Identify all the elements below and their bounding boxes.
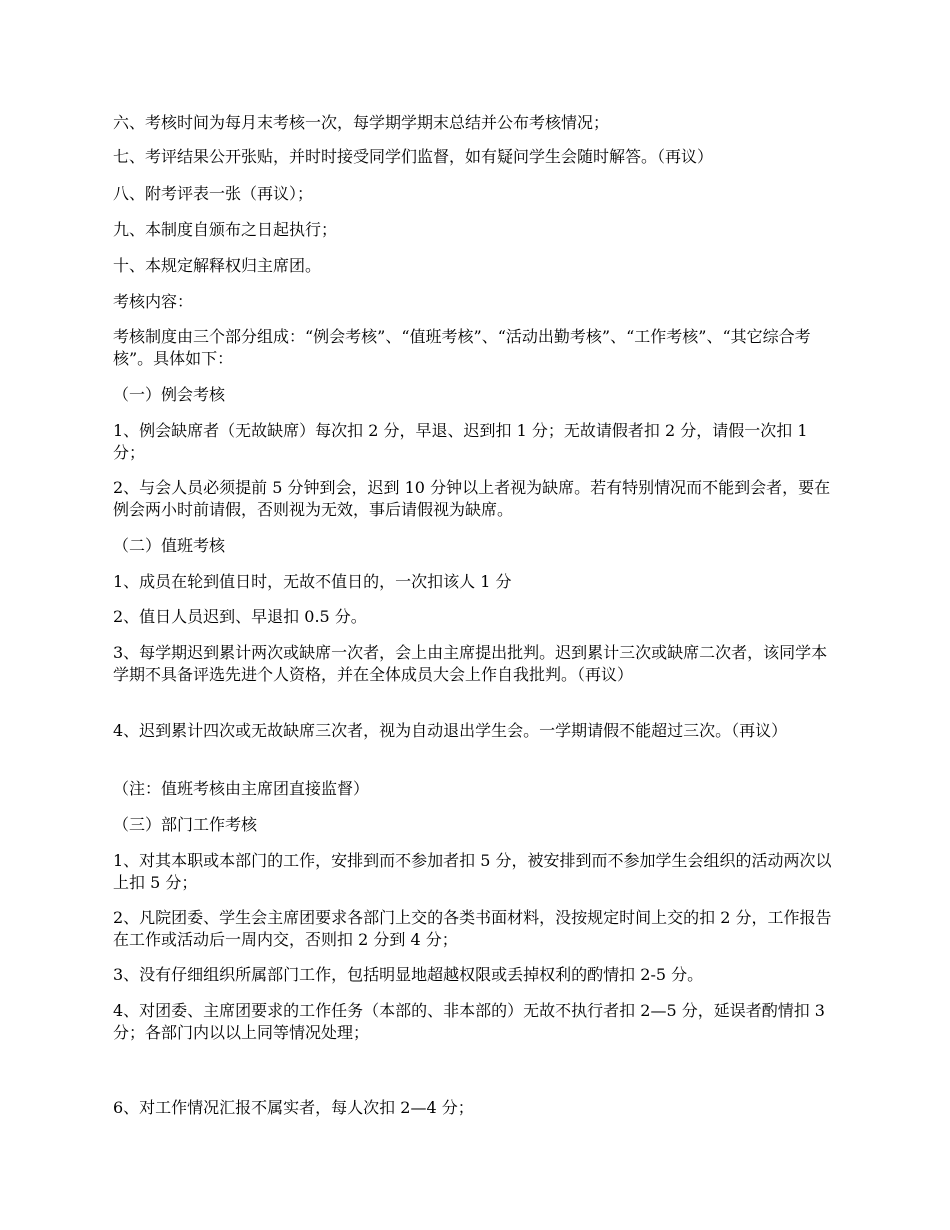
rule-item-7: 七、考评结果公开张贴，并时时接受同学们监督，如有疑问学生会随时解答。（再议） bbox=[113, 147, 714, 166]
duty-item-2: 2、值日人员迟到、早退扣 0.5 分。 bbox=[113, 607, 367, 626]
meeting-item-2: 2、与会人员必须提前 5 分钟到会，迟到 10 分钟以上者视为缺席。若有特别情况而不能到会者，要在例会两小时前请假，否则视为无效，事后请假视为缺席。 bbox=[113, 478, 831, 519]
department-item-6: 6、对工作情况汇报不属实者，每人次扣 2—4 分； bbox=[113, 1098, 474, 1117]
duty-item-1: 1、成员在轮到值日时，无故不值日的，一次扣该人 1 分 bbox=[113, 572, 512, 591]
subsection-heading-meeting: （一）例会考核 bbox=[113, 385, 226, 404]
department-item-2: 2、凡院团委、学生会主席团要求各部门上交的各类书面材料，没按规定时间上交的扣 2 分，工作报告在工作或活动后一周内交，否则扣 2 分到 4 分； bbox=[113, 908, 832, 949]
rule-item-10: 十、本规定解释权归主席团。 bbox=[113, 256, 322, 275]
duty-note: （注：值班考核由主席团直接监督） bbox=[113, 779, 370, 798]
department-item-4: 4、对团委、主席团要求的工作任务（本部的、非本部的）无故不执行者扣 2—5 分，延误者酌情扣 3 分；各部门内以以上同等情况处理； bbox=[113, 1001, 825, 1042]
rule-item-9: 九、本制度自颁布之日起执行； bbox=[113, 220, 338, 239]
intro-paragraph: 考核制度由三个部分组成：“例会考核”、“值班考核”、“活动出勤考核”、“工作考核”、“其它综合考核”。具体如下： bbox=[113, 327, 811, 368]
duty-item-3: 3、每学期迟到累计两次或缺席一次者，会上由主席提出批判。迟到累计三次或缺席二次者，该同学本学期不具备评选先进个人资格，并在全体成员大会上作自我批判。（再议） bbox=[113, 643, 828, 684]
duty-item-4: 4、迟到累计四次或无故缺席三次者，视为自动退出学生会。一学期请假不能超过三次。（再议） bbox=[113, 721, 788, 740]
department-item-1: 1、对其本职或本部门的工作，安排到而不参加者扣 5 分，被安排到而不参加学生会组织的活动两次以上扣 5 分； bbox=[113, 851, 832, 892]
section-heading-content: 考核内容： bbox=[113, 292, 194, 311]
department-item-3: 3、没有仔细组织所属部门工作，包括明显地超越权限或丢掉权利的酌情扣 2-5 分。 bbox=[113, 965, 704, 984]
rule-item-8: 八、附考评表一张（再议）； bbox=[113, 184, 314, 203]
meeting-item-1: 1、例会缺席者（无故缺席）每次扣 2 分，早退、迟到扣 1 分；无故请假者扣 2 分，请假一次扣 1 分； bbox=[113, 421, 808, 462]
subsection-heading-department: （三）部门工作考核 bbox=[113, 815, 258, 834]
subsection-heading-duty: （二）值班考核 bbox=[113, 536, 226, 555]
rule-item-6: 六、考核时间为每月末考核一次，每学期学期末总结并公布考核情况； bbox=[113, 113, 610, 132]
